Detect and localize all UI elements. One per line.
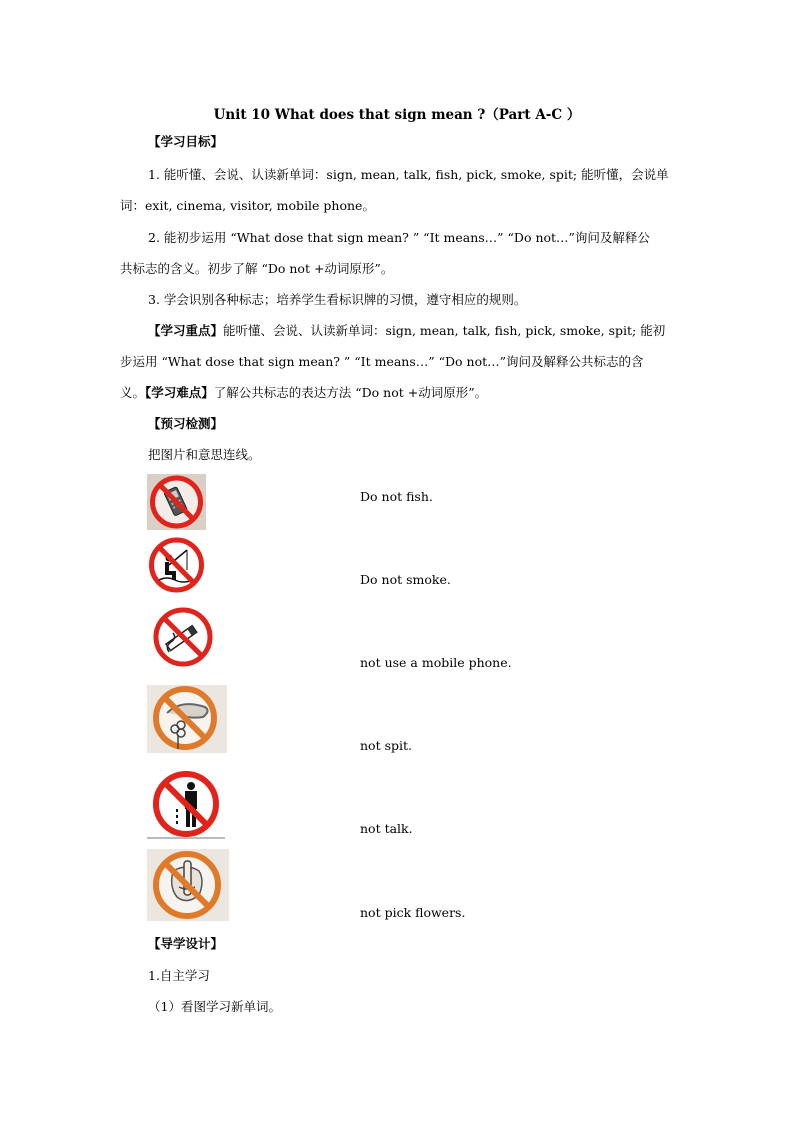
no-talking-sign bbox=[147, 849, 229, 921]
no-phone-sign bbox=[147, 474, 206, 530]
meaning-2: Do not smoke. bbox=[360, 572, 451, 587]
goal-3: 3. 学会识别各种标志；培养学生看标识牌的习惯，遵守相应的规则。 bbox=[148, 292, 527, 307]
meaning-4: not spit. bbox=[360, 738, 412, 753]
meaning-6: not pick flowers. bbox=[360, 905, 466, 920]
meaning-3: not use a mobile phone. bbox=[360, 655, 512, 670]
preview-heading: 【预习检测】 bbox=[148, 416, 224, 431]
preview-instruction: 把图片和意思连线。 bbox=[148, 447, 261, 462]
keypoints-heading: 【学习重点】 bbox=[148, 323, 224, 338]
no-picking-flowers-sign bbox=[147, 685, 227, 753]
goal-2-line-1: 2. 能初步运用 “What dose that sign mean? ” “It means…” “Do not…”询问及解释公 bbox=[148, 230, 650, 245]
keypoints-line-3 bbox=[120, 384, 680, 402]
goal-1-line-2: 词：exit, cinema, visitor, mobile phone。 bbox=[120, 198, 375, 213]
goal-1-line-1: 1. 能听懂、会说、认读新单词：sign, mean, talk, fish, pick, smoke, spit; 能听懂，会说单 bbox=[148, 167, 669, 182]
page-title: Unit 10 What does that sign mean ?（Part A-C ） bbox=[213, 107, 581, 123]
no-smoking-sign bbox=[147, 606, 217, 668]
meaning-1: Do not fish. bbox=[360, 489, 433, 504]
guide-step-1-sub: （1）看图学习新单词。 bbox=[148, 999, 281, 1014]
keypoints-paragraph-1 bbox=[120, 322, 708, 340]
no-fishing-sign bbox=[147, 536, 206, 594]
guide-heading: 【导学设计】 bbox=[148, 936, 224, 951]
guide-step-1: 1.自主学习 bbox=[148, 968, 210, 983]
goal-2-line-2: 共标志的含义。初步了解 “Do not +动词原形”。 bbox=[120, 261, 394, 276]
keypoints-line-3-start: 义。 bbox=[120, 385, 146, 400]
meaning-5: not talk. bbox=[360, 821, 413, 836]
goals-heading: 【学习目标】 bbox=[148, 134, 224, 149]
no-spitting-sign bbox=[147, 769, 225, 841]
difficulty-text: 了解公共标志的表达方法 “Do not +动词原形”。 bbox=[213, 385, 488, 400]
keypoints-text: 能听懂、会说、认读新单词：sign, mean, talk, fish, pick, smoke, spit; 能初 bbox=[223, 323, 666, 338]
difficulty-heading: 【学习难点】 bbox=[145, 385, 214, 400]
keypoints-line-2: 步运用 “What dose that sign mean? ” “It means…” “Do not…”询问及解释公共标志的含 bbox=[120, 354, 644, 369]
